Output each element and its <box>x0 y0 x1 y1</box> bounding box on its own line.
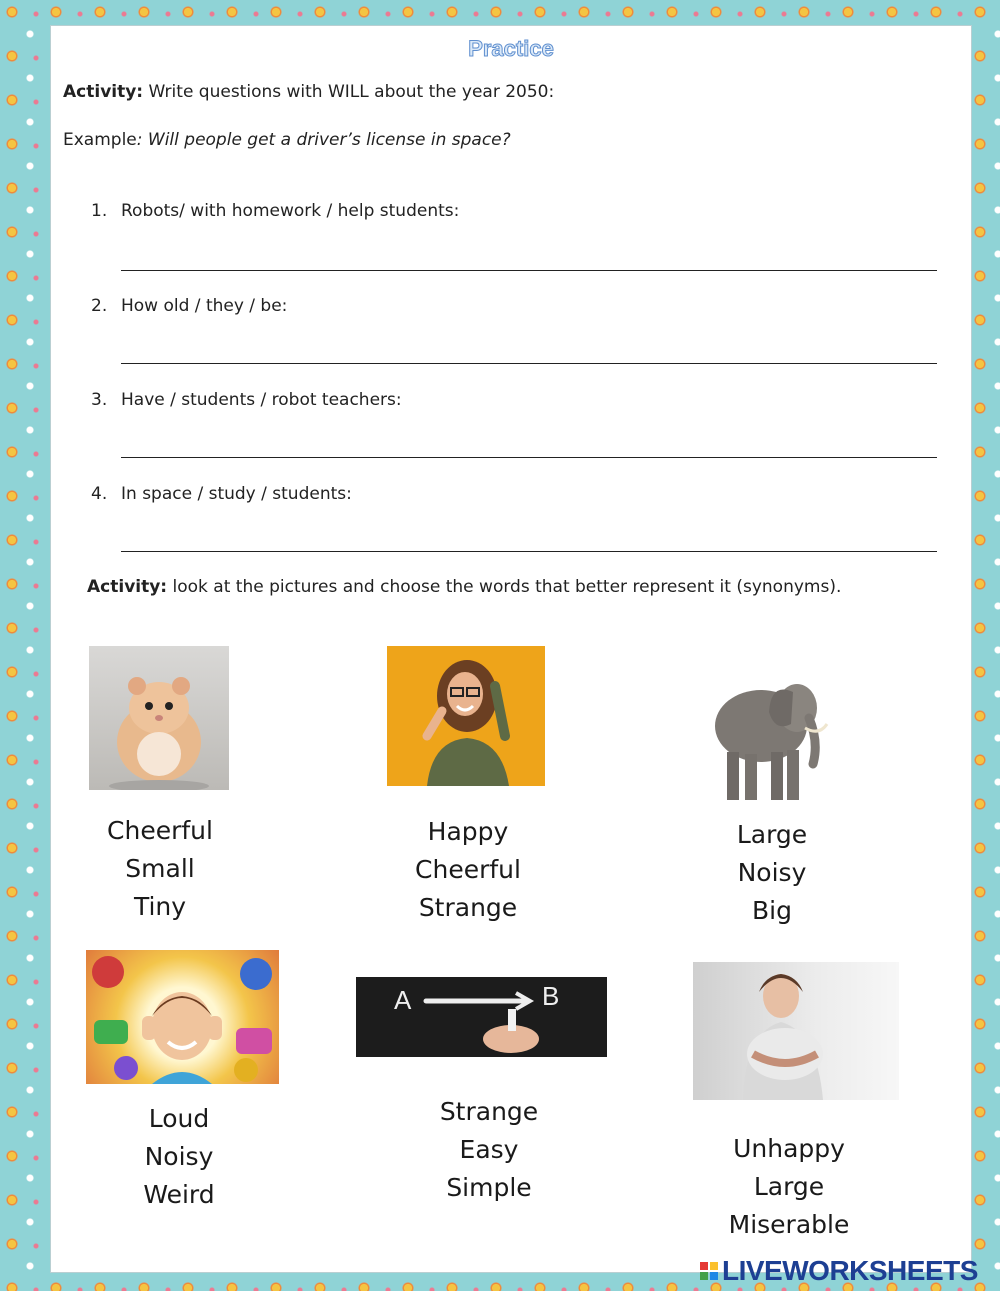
activity2-label: Activity: <box>87 577 168 597</box>
question-number: 4. <box>91 484 108 504</box>
activity1-line <box>63 82 554 102</box>
chalk-letter-b: B <box>542 981 560 1011</box>
word-choices <box>368 813 568 927</box>
word-choice[interactable]: Large <box>753 1172 825 1201</box>
hamster-photo <box>89 646 229 790</box>
word-choice[interactable]: Loud <box>148 1104 210 1133</box>
a-to-b-chalkboard-photo <box>356 977 607 1057</box>
word-choice[interactable]: Tiny <box>133 892 187 921</box>
logo-squares-icon <box>700 1262 718 1280</box>
word-choices <box>689 1130 889 1244</box>
noisy-boy-photo <box>86 950 279 1084</box>
question-item <box>91 484 352 504</box>
word-choice[interactable]: Strange <box>418 893 518 922</box>
word-choices <box>389 1093 589 1207</box>
answer-input-2[interactable] <box>121 337 937 364</box>
question-text: Have / students / robot teachers: <box>121 390 402 410</box>
word-choices <box>60 812 260 926</box>
word-choice[interactable]: Large <box>736 820 808 849</box>
sad-woman-photo <box>693 962 899 1100</box>
example-line <box>63 130 511 150</box>
activity2-instruction: look at the pictures and choose the words that better represent it (synonyms). <box>172 577 842 597</box>
page-title: Practice <box>468 36 554 61</box>
question-text: How old / they / be: <box>121 296 288 316</box>
question-item <box>91 201 459 221</box>
word-choices <box>672 816 872 930</box>
word-choice[interactable]: Easy <box>459 1135 519 1164</box>
word-choice[interactable]: Small <box>125 854 195 883</box>
word-choice[interactable]: Miserable <box>728 1210 850 1239</box>
word-choice[interactable]: Big <box>752 896 792 925</box>
word-choice[interactable]: Cheerful <box>107 816 213 845</box>
word-choices <box>79 1100 279 1214</box>
word-choice[interactable]: Simple <box>446 1173 532 1202</box>
activity2-line <box>87 577 841 597</box>
question-item <box>91 296 287 316</box>
elephant-photo <box>701 652 833 808</box>
question-item <box>91 390 402 410</box>
word-choice[interactable]: Happy <box>427 817 509 846</box>
question-text: In space / study / students: <box>121 484 352 504</box>
word-choice[interactable]: Weird <box>143 1180 215 1209</box>
question-number: 3. <box>91 390 108 410</box>
word-choice[interactable]: Noisy <box>144 1142 214 1171</box>
question-number: 2. <box>91 296 108 316</box>
word-choice[interactable]: Strange <box>439 1097 539 1126</box>
answer-input-1[interactable] <box>121 244 937 271</box>
activity1-instruction: Write questions with WILL about the year 2050: <box>148 82 555 102</box>
word-choice[interactable]: Noisy <box>737 858 807 887</box>
liveworksheets-logo[interactable] <box>700 1255 978 1287</box>
question-number: 1. <box>91 201 108 221</box>
activity1-label: Activity: <box>63 82 144 102</box>
worksheet-page <box>50 25 972 1273</box>
logo-text: LIVEWORKSHEETS <box>722 1255 978 1286</box>
answer-input-3[interactable] <box>121 431 937 458</box>
question-text: Robots/ with homework / help students: <box>121 201 460 221</box>
answer-input-4[interactable] <box>121 525 937 552</box>
example-text: : Will people get a driver’s license in space? <box>136 130 511 150</box>
happy-woman-photo <box>387 646 545 786</box>
chalk-letter-a: A <box>394 985 412 1015</box>
word-choice[interactable]: Cheerful <box>415 855 521 884</box>
example-label: Example <box>63 130 137 150</box>
word-choice[interactable]: Unhappy <box>733 1134 845 1163</box>
